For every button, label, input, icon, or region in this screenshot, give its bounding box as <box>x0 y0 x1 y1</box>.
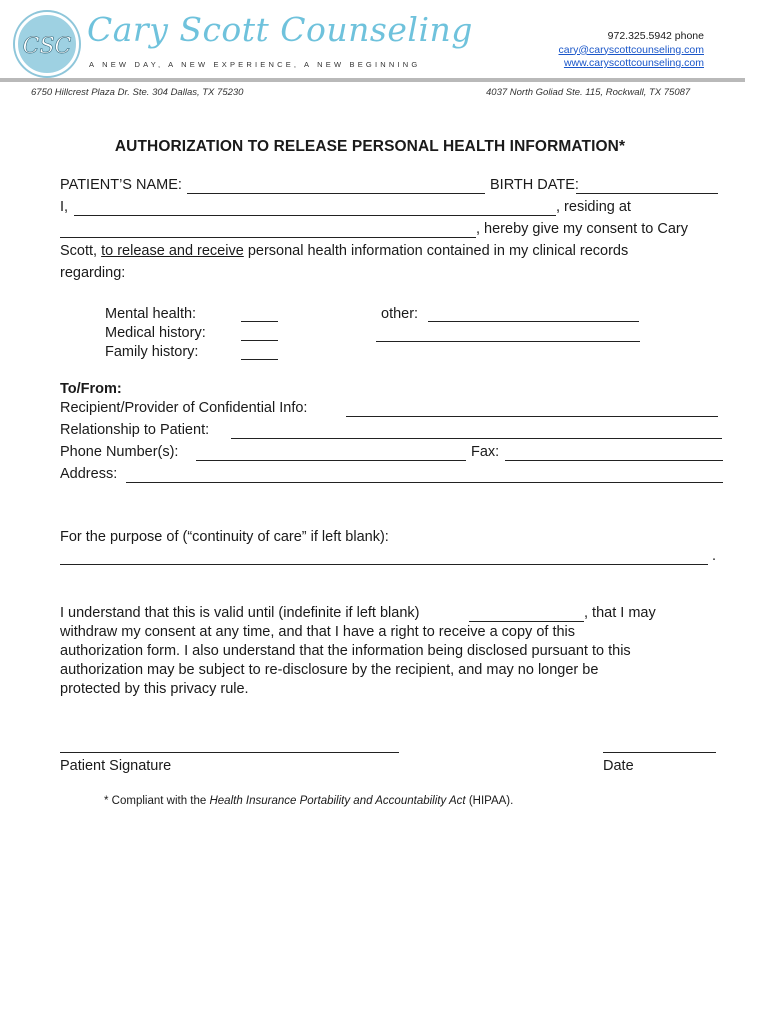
valid-line-1b: , that I may <box>584 605 656 621</box>
release-statement <box>60 243 628 259</box>
signature-field[interactable] <box>60 752 399 753</box>
email-link[interactable]: cary@caryscottcounseling.com <box>558 43 704 56</box>
mental-health-field[interactable] <box>241 321 278 322</box>
family-history-field[interactable] <box>241 359 278 360</box>
regarding-text: regarding: <box>60 265 126 281</box>
consent-text: , hereby give my consent to Cary <box>476 221 688 237</box>
residing-label: , residing at <box>556 199 631 215</box>
date-field[interactable] <box>603 752 716 753</box>
address-dallas: 6750 Hillcrest Plaza Dr. Ste. 304 Dallas, TX 75230 <box>31 87 244 98</box>
residence-field[interactable] <box>60 237 476 238</box>
patient-name-label: PATIENT’S NAME: <box>60 177 182 193</box>
family-history-label: Family history: <box>105 344 199 360</box>
footnote-pre: * Compliant with the <box>104 795 207 807</box>
recipient-field[interactable] <box>346 416 718 417</box>
purpose-label: For the purpose of (“continuity of care” if left blank): <box>60 529 389 545</box>
fax-label: Fax: <box>471 444 500 460</box>
valid-line-3: authorization form. I also understand that the information being disclosed pursuant to this <box>60 643 631 659</box>
form-title: AUTHORIZATION TO RELEASE PERSONAL HEALTH INFORMATION* <box>114 138 626 155</box>
contact-block <box>559 30 704 71</box>
recipient-label: Recipient/Provider of Confidential Info: <box>60 400 308 416</box>
medical-history-label: Medical history: <box>105 325 206 341</box>
phone-label: Phone Number(s): <box>60 444 179 460</box>
other-label: other: <box>381 306 419 322</box>
date-label: Date <box>603 758 634 774</box>
birth-date-field[interactable] <box>576 193 718 194</box>
to-from-label: To/From: <box>60 381 122 397</box>
release-receive-text: to release and receive <box>101 243 244 259</box>
fax-field[interactable] <box>505 460 723 461</box>
address-field[interactable] <box>126 482 723 483</box>
relationship-label: Relationship to Patient: <box>60 422 210 438</box>
mental-health-label: Mental health: <box>105 306 197 322</box>
medical-history-field[interactable] <box>241 340 278 341</box>
address-rockwall: 4037 North Goliad Ste. 115, Rockwall, TX 75087 <box>486 87 691 98</box>
signature-label: Patient Signature <box>60 758 172 774</box>
tagline: A NEW DAY, A NEW EXPERIENCE, A NEW BEGINNING <box>89 60 421 69</box>
purpose-period: . <box>712 548 717 564</box>
logo-monogram: CSC <box>22 34 72 59</box>
address-label: Address: <box>60 466 118 482</box>
valid-line-2: withdraw my consent at any time, and that I have a right to receive a copy of this <box>60 624 576 640</box>
birth-date-label: BIRTH DATE: <box>490 177 579 193</box>
phone-field[interactable] <box>196 460 466 461</box>
phone: 972.325.5942 phone <box>607 30 704 42</box>
brand-name: Cary Scott Counseling <box>87 10 473 49</box>
relationship-field[interactable] <box>231 438 722 439</box>
i-label: I, <box>60 199 69 215</box>
website-link[interactable]: www.caryscottcounseling.com <box>563 57 704 69</box>
valid-line-1a: I understand that this is valid until (indefinite if left blank) <box>60 605 420 621</box>
logo-monogram-icon <box>18 15 76 73</box>
patient-name-field[interactable] <box>187 193 485 194</box>
valid-line-4: authorization may be subject to re-disclosure by the recipient, and may no longer be <box>60 662 599 678</box>
footnote-post: (HIPAA). <box>468 795 514 807</box>
scott-text: Scott, <box>60 243 98 259</box>
other-field[interactable] <box>428 321 639 322</box>
footnote-act-name: Health Insurance Portability and Accountability Act <box>209 795 466 807</box>
purpose-field[interactable] <box>60 564 708 565</box>
i-name-field[interactable] <box>74 215 556 216</box>
valid-line-5: protected by this privacy rule. <box>60 681 249 697</box>
footnote <box>104 795 513 807</box>
logo-circle <box>15 12 79 76</box>
records-text: personal health information contained in my clinical records <box>247 243 629 259</box>
other-field-2[interactable] <box>376 341 640 342</box>
header-divider <box>0 78 745 82</box>
valid-until-field[interactable] <box>469 621 584 622</box>
